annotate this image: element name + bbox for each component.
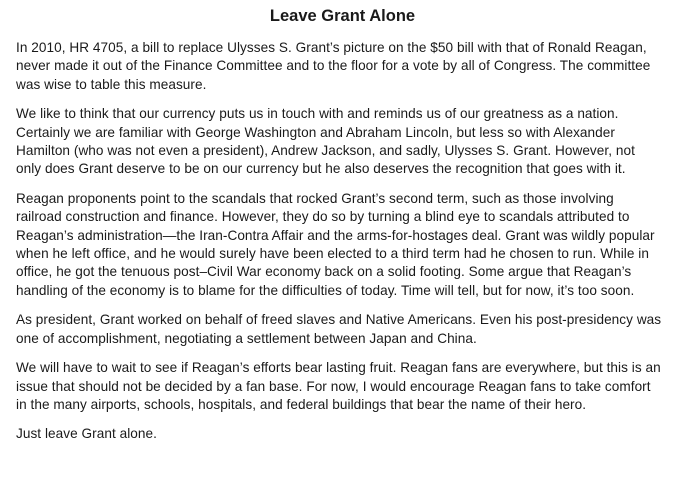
paragraph-6: Just leave Grant alone.: [16, 426, 157, 442]
document-title: Leave Grant Alone: [269, 7, 416, 25]
paragraph-2: We like to think that our currency puts us in touch with and reminds us of our greatness as a nation. Certainly we are familiar with George Washington and Abraham Lincoln, but less so with Alexander Hamilton (who was not even a president), Andrew Jackson, and sadly, Ulysses S. Grant. However, not only does Grant deserve to be on our currency but he also deserves the recognition that goes with it.: [16, 106, 635, 177]
paragraph-3: Reagan proponents point to the scandals that rocked Grant’s second term, such as those involving railroad construction and finance. However, they do so by turning a blind eye to scandals attributed to Reagan’s administration—the Iran-Contra Affair and the arms-for-hostages deal. Grant was wildly popular when he left office, and he would surely have been elected to a third term had he chosen to run. While in office, he got the tenuous post–Civil War economy back on a solid footing. Some argue that Reagan’s handling of the economy is to blame for the difficulties of today. Time will tell, but for now, it’s too soon.: [16, 190, 655, 298]
paragraph-5: We will have to wait to see if Reagan’s efforts bear lasting fruit. Reagan fans are everywhere, but this is an issue that should not be decided by a fan base. For now, I would encourage Reagan fans to take comfort in the many airports, schools, hospitals, and federal buildings that bear the name of their hero.: [16, 360, 661, 412]
paragraph-1: In 2010, HR 4705, a bill to replace Ulysses S. Grant’s picture on the $50 bill with that of Ronald Reagan, never made it out of the Finance Committee and to the floor for a vote by all of Congress. The committee was wise to table this measure.: [16, 40, 651, 92]
paragraph-4: As president, Grant worked on behalf of freed slaves and Native Americans. Even his post-presidency was one of accomplishment, negotiating a settlement between Japan and China.: [16, 312, 662, 346]
